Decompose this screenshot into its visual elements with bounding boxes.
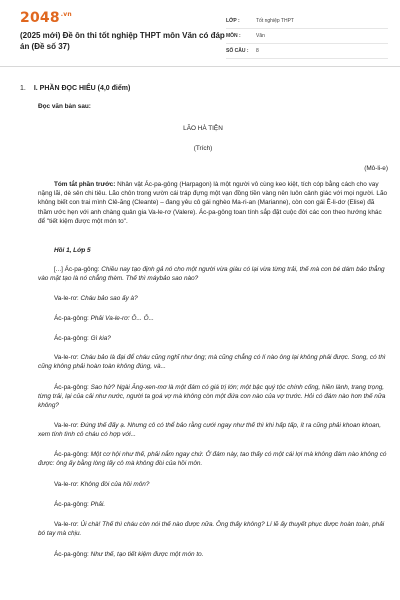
meta-label: LỚP : — [226, 18, 240, 24]
question-number: 1. — [20, 85, 26, 92]
dialogue-line — [54, 334, 388, 343]
speaker: Ác-pa-gông: — [54, 315, 89, 322]
meta-value: Văn — [256, 33, 265, 39]
summary-text: Nhân vật Ác-pa-gông (Harpagon) là một người vô cùng keo kiệt, tích cóp bằng cách cho vay nặng lãi, dè sẻn chi tiêu. Lão chôn trong vườn cái tráp đựng một vạn đồng tiền vàng nên luôn cảnh giác với mọi người. Lão không biết con trai mình Clê-ăng (Cleante) – đang yêu cô gái nghèo Ma-ri-an (Marianne), còn con gái Ê-li-dơ (Elise) đã thầm ước hẹn với anh chàng quản gia Va-le-rơ (Valere). Ác-pa-gông toan tính sắp đặt cuộc đời các con theo hướng khác để "tiết kiệm được một món to". — [38, 181, 388, 225]
speaker: Ác-pa-gông: — [54, 335, 89, 342]
document-header — [0, 0, 400, 67]
speaker: Va-le-rơ: — [54, 521, 79, 528]
line: Đúng thế đấy ạ. Nhưng cô có thể bảo rằng cưới ngay như thế thì khi hấp tấp, ít ra cũng phải khoan khoan, xem tính tình cô cháu có hợp với... — [38, 422, 382, 439]
line: Như thế, tạo tiết kiệm được một món to. — [90, 551, 204, 558]
dialogue-line — [38, 450, 388, 468]
dialogue-line — [38, 421, 388, 439]
line: Không đòi của hồi môn? — [80, 481, 150, 488]
line: Chiều nay tạo định gả nó cho một người vừa giàu có lại vừa từng trải, thế mà con bé dám bảo thẳng vào mặt tạo là nó chẳng thèm. Thế thì máybảo sao nào? — [38, 266, 385, 283]
question-heading — [20, 84, 130, 93]
section-title: I. PHẦN ĐỌC HIỂU (4,0 điểm) — [33, 85, 131, 92]
summary-label: Tóm tắt phần trước: — [54, 181, 116, 188]
meta-row-class — [226, 14, 388, 29]
dialogue-line — [38, 265, 388, 283]
dialogue-line — [54, 550, 388, 559]
speaker: Ác-pa-gông: — [54, 384, 89, 391]
document-meta — [226, 14, 388, 59]
summary — [38, 180, 388, 226]
work-title: LÃO HÀ TIỆN — [183, 125, 223, 132]
speaker: Ác-pa-gông: — [54, 451, 89, 458]
dialogue-line — [54, 500, 388, 509]
meta-value: Tốt nghiệp THPT — [256, 18, 294, 24]
dialogue-line — [54, 294, 388, 303]
speaker: Va-le-rơ: — [54, 295, 79, 302]
dialogue-line — [38, 383, 388, 411]
line: Phải. — [90, 501, 106, 508]
line: Sao hử? Ngài Ăng-xen-mơ là một đám có giá trị lớn; một bậc quý tộc chính cống, hiền lành, trang trọng, từng trải, lại của cải như nước, người ta goá vợ mà không còn một đứa con nào của vợ trước. Hỏi có đám nào hơn thế nữa không? — [38, 384, 386, 410]
meta-row-subject — [226, 29, 388, 44]
line: Cháu bảo sao ấy à? — [80, 295, 138, 302]
speaker: Va-le-rơ: — [54, 354, 79, 361]
speaker: Va-le-rơ: — [54, 422, 79, 429]
meta-label: SỐ CÂU : — [226, 48, 249, 54]
line: Một cơ hội như thế, phải nắm ngay chứ. Ở đám này, tao thấy có một cái lợi mà không đám nào không có được: ông ấy bằng lòng lấy cô mà không đòi của hồi môn. — [38, 451, 387, 468]
logo-sub: .vn — [60, 11, 72, 19]
dialogue-line — [54, 480, 388, 489]
dialogue-line — [38, 520, 388, 538]
meta-value: 8 — [256, 48, 259, 54]
dialogue-line — [54, 314, 388, 323]
speaker: Va-le-rơ: — [54, 481, 79, 488]
dialogue-line — [38, 353, 388, 371]
line: Cháu bảo là đại để cháu cũng nghĩ như ông; mà cũng chẳng có lí nào ông lại không phải được. Song, có thì cũng không phải hoàn toàn không đúng, và... — [38, 354, 386, 371]
instruction: Đọc văn bản sau: — [38, 103, 91, 110]
speaker: Ác-pa-gông: — [54, 551, 89, 558]
line: Phải Va-le-rơ: Ô... Ô... — [90, 315, 154, 322]
speaker: Ác-pa-gông: — [54, 501, 89, 508]
act-label: Hồi 1, Lớp 5 — [54, 247, 91, 254]
speaker: [...] Ác-pa-gông: — [54, 266, 100, 273]
author: (Mô-li-e) — [364, 165, 388, 172]
line: Ủi chà! Thế thì cháu còn nói thế nào được nữa. Ông thấy không? Lí lẽ ấy thuyết phục được hoàn toàn, phải bó tay mà chịu. — [38, 521, 385, 538]
logo-main: 2048 — [20, 10, 60, 26]
line: Gì kia? — [90, 335, 111, 342]
excerpt-note: (Trích) — [193, 145, 213, 152]
meta-label: MÔN : — [226, 33, 241, 39]
site-logo[interactable] — [20, 10, 72, 26]
meta-row-count — [226, 44, 388, 59]
document-title: (2025 mới) Đề ôn thi tốt nghiệp THPT môn Văn có đáp án (Đề số 37) — [20, 31, 225, 51]
